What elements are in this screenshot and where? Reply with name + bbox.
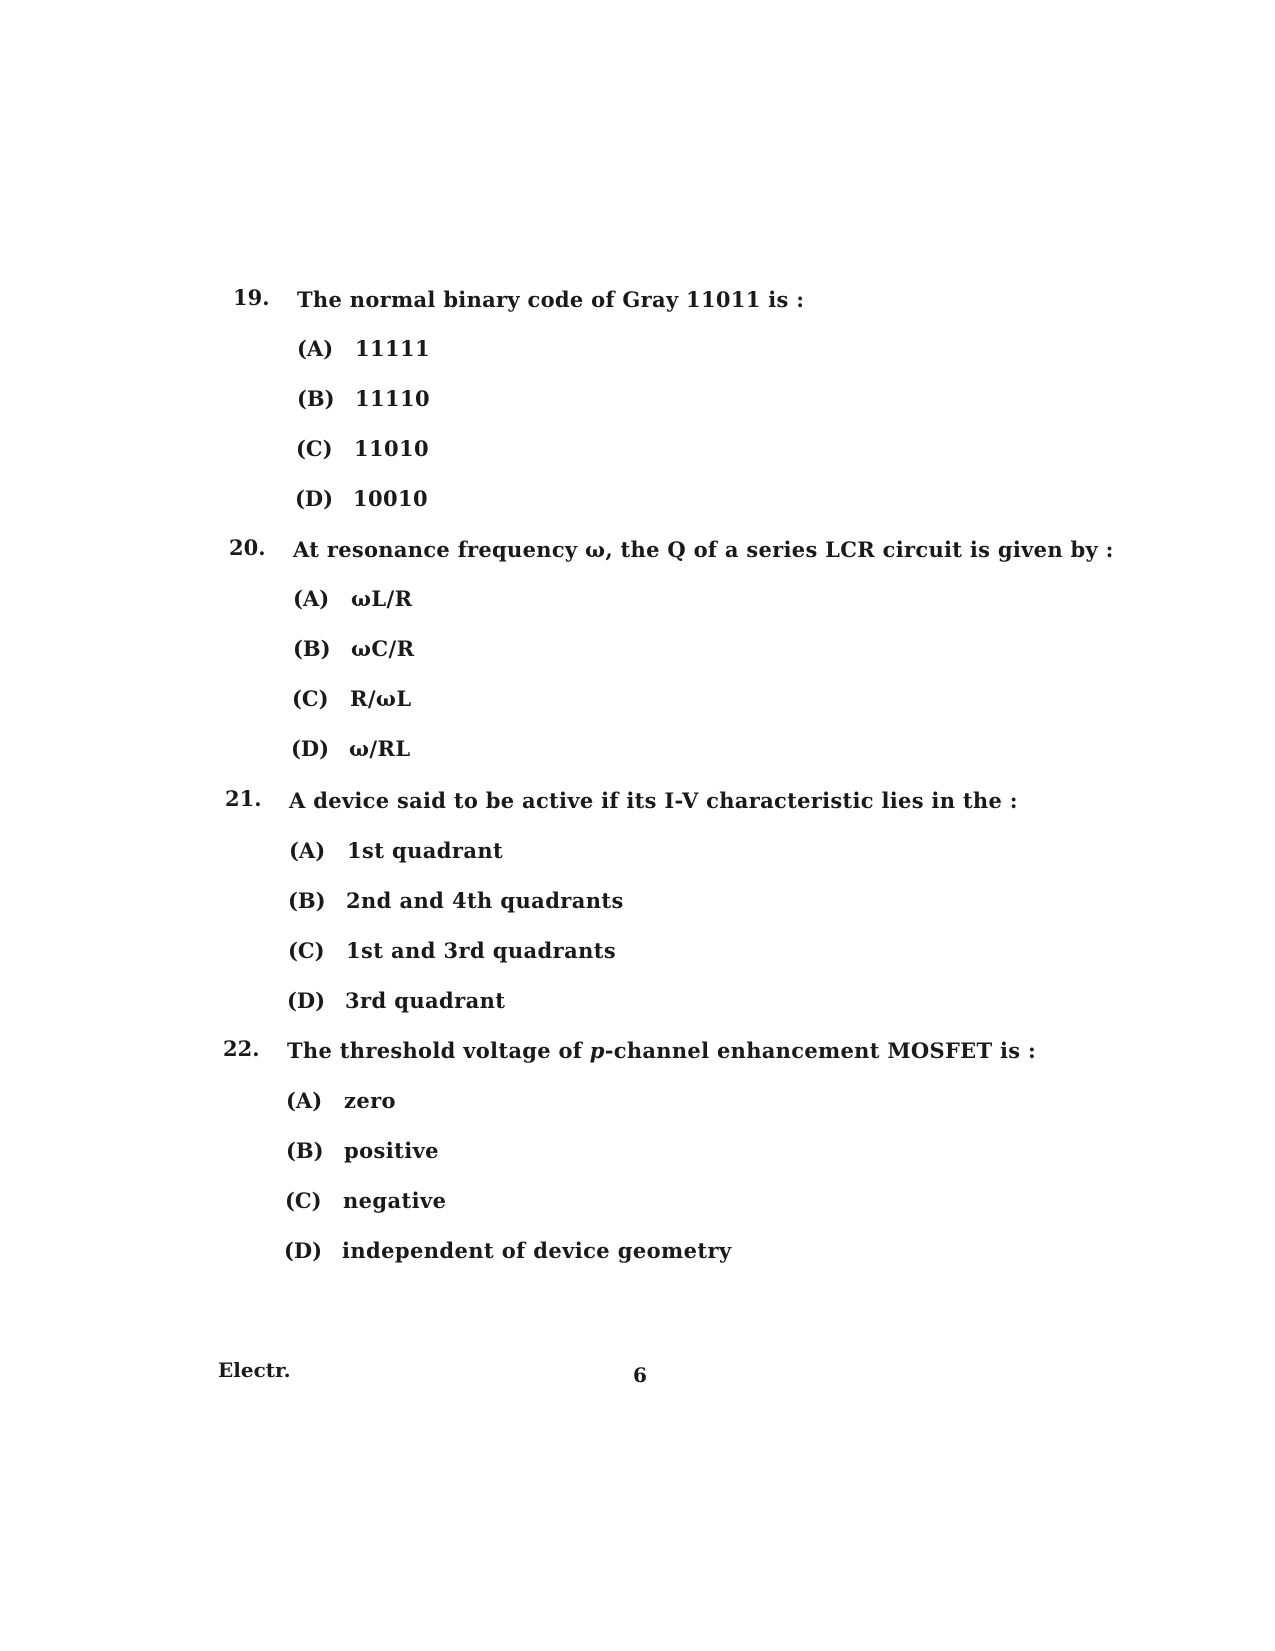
option-label: (B) [297,386,335,411]
question-number: 20. [229,535,266,560]
option-a [289,838,503,863]
option-label: (B) [288,888,326,913]
option-label: (A) [289,838,326,863]
option-text: 11010 [354,436,430,461]
question-number: 22. [223,1036,260,1061]
question-text: The normal binary code of Gray 11011 is : [297,287,805,312]
option-text: 11110 [355,386,431,411]
footer-subject: Electr. [218,1358,291,1382]
option-label: (A) [286,1088,323,1113]
question-text-italic: p [589,1038,605,1063]
option-b [297,386,430,411]
option-label: (D) [291,736,330,761]
option-b [286,1138,439,1163]
option-d [284,1238,732,1263]
option-text: 1st quadrant [347,838,504,863]
question-text-after: -channel enhancement MOSFET is : [604,1038,1037,1063]
option-d [295,486,428,511]
option-c [296,436,429,461]
question-number: 19. [233,285,270,310]
option-label: (C) [285,1188,322,1213]
option-c [292,686,411,711]
question-number: 21. [225,786,262,811]
question-text: At resonance frequency ω, the Q of a series LCR circuit is given by : [293,537,1114,562]
option-label: (A) [297,336,334,361]
question-text: A device said to be active if its I-V characteristic lies in the : [289,788,1018,813]
option-c [285,1188,446,1213]
option-b [293,636,414,661]
page-number: 6 [633,1363,647,1387]
question-text-before: The threshold voltage of [287,1038,590,1063]
option-text: 11111 [355,336,431,361]
option-text: 10010 [353,486,429,511]
option-c [288,938,616,963]
option-label: (A) [293,586,330,611]
option-label: (D) [284,1238,323,1263]
option-text: ω/RL [349,736,411,761]
option-text: 3rd quadrant [345,988,506,1013]
option-label: (C) [292,686,329,711]
option-text: zero [344,1088,396,1113]
option-text: 1st and 3rd quadrants [346,938,617,963]
option-text: 2nd and 4th quadrants [346,888,624,913]
question-text [287,1038,1036,1063]
option-d [291,736,410,761]
option-b [288,888,624,913]
option-label: (B) [293,636,331,661]
option-text: independent of device geometry [342,1238,732,1263]
option-label: (D) [287,988,326,1013]
option-text: R/ωL [350,686,412,711]
option-label: (C) [288,938,325,963]
option-a [286,1088,396,1113]
option-text: positive [344,1138,439,1163]
option-text: negative [343,1188,447,1213]
option-text: ωC/R [351,636,415,661]
option-d [287,988,505,1013]
option-label: (D) [295,486,334,511]
option-a [297,336,430,361]
option-label: (C) [296,436,333,461]
option-a [293,586,412,611]
option-label: (B) [286,1138,324,1163]
option-text: ωL/R [351,586,413,611]
